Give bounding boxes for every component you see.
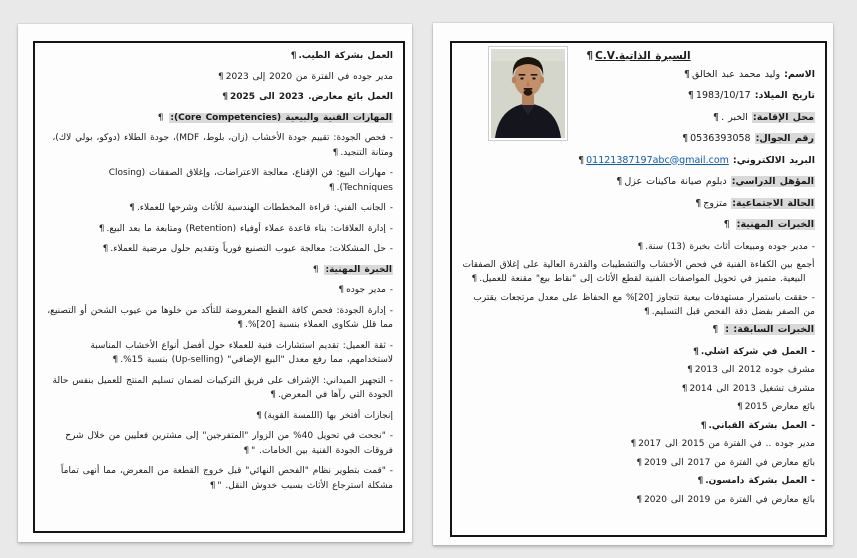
cv-text-line [45, 374, 393, 403]
info-mobile-label: رقم الجوال: [755, 133, 814, 144]
heading-professional-experience [462, 218, 815, 231]
pilcrow-mark: ¶ [256, 410, 262, 421]
cv-text-line [45, 283, 393, 298]
pilcrow-mark: ¶ [209, 480, 216, 491]
pilcrow-mark: ¶ [682, 133, 689, 144]
cv-text-line [45, 242, 393, 257]
cv-text-line [45, 166, 393, 195]
cv-text-line [462, 291, 815, 319]
page-2-border [33, 41, 405, 533]
email-link[interactable]: 01121387197abc@gmail.com [586, 154, 729, 166]
cv-text-line [462, 456, 815, 470]
cv-title [462, 49, 815, 63]
info-marital-status-label: الحالة الاجتماعية: [732, 197, 814, 209]
cv-text-line-text: - "نجحت في تحويل 40% من الزوار "المتفرجين" إلى مشترين فعليين من خلال شرح فروقات الجودة الفنية بين الخامات. " [65, 431, 393, 456]
cv-text-line-text: مشرف تشغيل 2013 الى 2014 [689, 383, 815, 394]
pilcrow-mark: ¶ [681, 383, 688, 394]
cv-text-line [462, 382, 815, 396]
cv-text-line-text: إنجازات أفتخر بها (اللمسة القوية) [263, 410, 393, 421]
page-1-border [450, 41, 827, 537]
cv-text-line-text: بائع معارض في الفترة من 2017 الى 2019 [644, 457, 815, 468]
cv-text-line [45, 201, 393, 216]
cv-text-line-text: - إدارة الجودة: فحص كافة القطع المعروضة للتأكد من خلوها من عيوب الشحن أو التصنيع، مما قلل شكاوى العملاء بنسبة [20]%. [47, 305, 393, 330]
info-residence [462, 111, 815, 124]
pilcrow-mark: ¶ [713, 111, 720, 123]
pilcrow-mark: ¶ [157, 112, 164, 123]
pilcrow-mark: ¶ [98, 223, 105, 234]
heading-previous-experience-label: الخبرات السابقة: : [725, 324, 814, 335]
cv-text-line-text: - الجانب الفني: قراءة المخططات الهندسية للأثاث وشرحها للعملاء. [136, 203, 393, 213]
cv-text-line [462, 400, 815, 414]
cv-text-line [45, 409, 393, 424]
pilcrow-mark: ¶ [723, 219, 730, 230]
pilcrow-mark: ¶ [222, 92, 228, 102]
cv-text-line [462, 363, 815, 377]
cv-company-line [462, 474, 815, 488]
pilcrow-mark: ¶ [636, 457, 643, 468]
cv-text-line [45, 339, 393, 368]
cv-text-line [45, 304, 393, 333]
cv-text-line-text: بائع معارض في الفترة من 2019 الى 2020 [644, 494, 815, 505]
page-1-content [452, 43, 825, 535]
info-marital-status-text: متزوج [703, 197, 728, 209]
cv-page-2 [18, 24, 412, 542]
info-marital-status [462, 197, 815, 210]
cv-text-line-text: - مهارات البيع: فن الإقناع، معالجة الاعتراضات، وإغلاق الصفقات (Closing Techniques). [108, 168, 393, 193]
pilcrow-mark: ¶ [693, 346, 699, 357]
pilcrow-mark: ¶ [644, 306, 650, 317]
info-qualification-text: دبلوم صيانة ماكينات عزل [624, 176, 727, 187]
pilcrow-mark: ¶ [697, 476, 704, 486]
pilcrow-mark: ¶ [684, 68, 691, 80]
cv-company-line-text: - العمل بشركة القباني. [708, 420, 815, 431]
pilcrow-mark: ¶ [636, 494, 643, 505]
heading-core-competencies [45, 111, 393, 126]
cv-text-line [45, 131, 393, 160]
pilcrow-mark: ¶ [687, 365, 693, 375]
cv-text-line-text: بائع معارض 2015 [744, 402, 815, 412]
cv-text-line [45, 429, 393, 458]
pilcrow-mark: ¶ [700, 420, 707, 431]
pilcrow-mark: ¶ [290, 51, 297, 61]
cv-text-line-text: - مدير جوده [346, 285, 393, 295]
cv-text-line [462, 437, 815, 451]
pilcrow-mark: ¶ [578, 154, 585, 166]
heading-professional-experience-label: الخبرة المهنية: [325, 264, 392, 275]
cv-company-line [462, 345, 815, 359]
pilcrow-mark: ¶ [237, 320, 244, 330]
info-birthdate [462, 89, 815, 102]
page-2-content [35, 43, 403, 531]
cv-text-line-text: - حل المشكلات: معالجة عيوب التصنيع فورياً وتقديم حلول مرضية للعملاء. [110, 244, 393, 254]
info-email [462, 154, 815, 167]
pilcrow-mark: ¶ [338, 285, 345, 295]
pilcrow-mark: ¶ [328, 182, 335, 193]
info-birthdate-label: تاريخ الميلاد: [754, 90, 815, 101]
info-email-label: البريد الالكتروني: [732, 154, 815, 166]
pilcrow-mark: ¶ [736, 402, 743, 412]
cv-text-line [45, 222, 393, 237]
pilcrow-mark: ¶ [243, 445, 250, 456]
pilcrow-mark: ¶ [312, 264, 319, 275]
cv-company-line [462, 419, 815, 433]
cv-text-line-text: مدير جوده .. في الفترة من 2015 الى 2017 [638, 439, 815, 449]
info-mobile-text: 0536393058 [690, 133, 751, 144]
info-residence-label: محل الإقامة: [752, 111, 814, 123]
cv-text-line-text: أجمع بين الكفاءة الفنية في فحص الأخشاب والتشطيبات والقدرة العالية على إغلاق الصفقات البيعية. متميز في تحويل المواصفات الفنية لقطع الأثاث إلى "نقاط بيع" مقنعة للعميل. [462, 260, 815, 284]
cv-text-line [462, 493, 815, 507]
pilcrow-mark: ¶ [616, 176, 623, 187]
info-residence-text: الخبر . [721, 111, 748, 123]
cv-page-1 [433, 23, 833, 545]
pilcrow-mark: ¶ [637, 241, 644, 252]
cv-text-line-text: - إدارة العلاقات: بناء قاعدة عملاء أوفياء (Retention) ومتابعة ما بعد البيع. [106, 223, 393, 234]
heading-previous-experience [462, 323, 815, 336]
cv-text-line-text: - التجهيز الميداني: الإشراف على فريق التركيبات لضمان تسليم المنتج للعميل بنفس حالة الجودة التي رآها في المعرض. [52, 375, 393, 400]
cv-text-line-text: مدير جوده في الفترة من 2020 إلى 2023 [225, 71, 393, 82]
pilcrow-mark: ¶ [712, 324, 719, 335]
cv-text-line-text: - حققت باستمرار مستهدفات بيعية تتجاوز [20]% مع الحفاظ على معدل مرتجعات يقترب من الصفر بفضل دقة الفحص قبل التسليم. [473, 292, 815, 317]
pilcrow-mark: ¶ [687, 90, 694, 101]
cv-company-line-text: - العمل بشركة دامسون. [705, 476, 815, 486]
cv-text-line-text: مشرف جوده 2012 الى 2013 [694, 365, 815, 375]
heading-professional-experience-label: الخبرات المهنية: [736, 219, 814, 230]
cv-company-line-text: العمل بائع معارض. 2023 الى 2025 [229, 92, 393, 102]
cv-company-line-text: - العمل في شركة اشلي. [700, 346, 815, 357]
cv-text-line [462, 240, 815, 254]
pilcrow-mark: ¶ [112, 355, 119, 365]
cv-company-line-text: العمل بشركة الطيب. [298, 51, 393, 61]
pilcrow-mark: ¶ [332, 147, 339, 158]
cv-text-line [462, 258, 815, 286]
cv-text-line-text: - ثقة العميل: تقديم استشارات فنية للعملاء حول أفضل أنواع الأخشاب المناسبة لاستخدامهم، مما رفع معدل "البيع الإضافي" (Up-selling) بنسبة 15%. [90, 340, 393, 365]
cv-text-line-text: - فحص الجودة: تقييم جودة الأخشاب (زان، بلوط، MDF)، جودة الطلاء (دوكو، بولي لاك)، ومتانة التنجيد. [52, 133, 393, 158]
info-birthdate-text: 1983/10/17 [695, 90, 751, 101]
info-name-text: وليد محمد عبد الخالق [692, 68, 781, 80]
pilcrow-mark: ¶ [102, 244, 109, 254]
info-name [462, 68, 815, 81]
heading-core-competencies-label: المهارات الفنية والبيعية (Core Competencies): [170, 112, 392, 123]
pilcrow-mark: ¶ [695, 197, 702, 209]
pilcrow-mark: ¶ [586, 50, 594, 62]
heading-professional-experience [45, 263, 393, 278]
pilcrow-mark: ¶ [471, 274, 478, 284]
info-qualification-label: المؤهل الدراسي: [731, 176, 814, 187]
pilcrow-mark: ¶ [129, 203, 135, 213]
cv-text-line-text: - مدير جوده ومبيعات أثاث بخبرة (13) سنة. [645, 241, 815, 252]
pilcrow-mark: ¶ [630, 439, 637, 449]
cv-text-line-text: - "قمت بتطوير نظام "الفحص النهائي" قبل خروج القطعة من المعرض، مما أنهى تماماً مشكلة استرجاع الأثاث بسبب خدوش النقل. " [60, 466, 393, 491]
cv-text-line [45, 70, 393, 85]
info-name-label: الاسم: [784, 68, 815, 80]
cv-company-line [45, 49, 393, 64]
pilcrow-mark: ¶ [218, 71, 224, 82]
info-qualification [462, 175, 815, 188]
cv-text-line [45, 464, 393, 493]
cv-title-text: السيرة الذاتية.C.V [595, 50, 691, 62]
cv-company-line [45, 90, 393, 105]
info-mobile [462, 132, 815, 145]
pilcrow-mark: ¶ [270, 390, 277, 400]
